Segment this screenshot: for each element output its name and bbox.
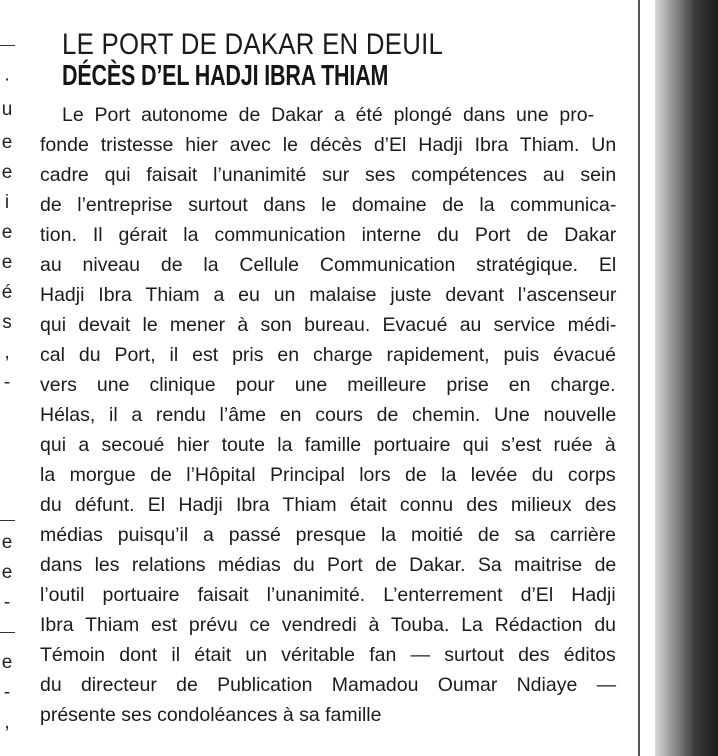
- adjacent-column-letter: e: [1, 162, 13, 183]
- adjacent-column-letter: ,: [4, 342, 10, 363]
- body-line: du défunt. El Hadji Ibra Thiam était connu des milieux des: [40, 494, 617, 516]
- body-line: du directeur de Publication Mamadou Oumar Ndiaye —: [40, 674, 617, 696]
- body-line: Ibra Thiam est prévu ce vendredi à Touba. La Rédaction du: [40, 614, 617, 636]
- body-line: cal du Port, il est pris en charge rapidement, puis évacué: [40, 344, 617, 366]
- adjacent-column-letter: ,: [4, 712, 10, 733]
- column-rule: [0, 45, 15, 46]
- column-rule: [0, 632, 15, 633]
- body-line: qui a secoué hier toute la famille portuaire qui s’est ruée à: [40, 434, 616, 456]
- body-line: qui devait le mener à son bureau. Evacué au service médi-: [40, 314, 617, 336]
- adjacent-column-letter: u: [1, 99, 13, 120]
- adjacent-column-fragment: [0, 0, 26, 756]
- adjacent-column-letter: e: [1, 532, 13, 553]
- article-headline: DÉCÈS D’EL HADJI IBRA THIAM: [62, 60, 389, 92]
- body-line: Le Port autonome de Dakar a été plongé dans une pro-: [62, 104, 595, 126]
- body-line: l’outil portuaire faisait l’unanimité. L’enterrement d’El Hadji: [40, 584, 616, 606]
- body-line: de l’entreprise surtout dans le domaine de la communica-: [40, 194, 617, 216]
- body-line: médias puisqu’il a passé presque la moitié de sa carrière: [40, 524, 617, 546]
- adjacent-column-letter: s: [2, 312, 12, 333]
- adjacent-column-dot: ·: [3, 69, 11, 90]
- body-line: cadre qui faisait l’unanimité sur ses compétences au sein: [40, 164, 617, 186]
- body-line: la morgue de l’Hôpital Principal lors de la levée du corps: [40, 464, 616, 486]
- body-line: Hélas, il a rendu l’âme en cours de chemin. Une nouvelle: [40, 404, 617, 426]
- body-line: fonde tristesse hier avec le décès d’El Hadji Ibra Thiam. Un: [40, 134, 617, 156]
- body-line: au niveau de la Cellule Communication stratégique. El: [40, 254, 617, 276]
- adjacent-column-letter: e: [1, 222, 13, 243]
- column-rule: [0, 520, 15, 521]
- article-body: [40, 100, 618, 730]
- adjacent-column-letter: -: [3, 682, 11, 703]
- adjacent-column-letter: i: [4, 192, 10, 213]
- body-line: vers une clinique pour une meilleure prise en charge.: [40, 374, 616, 396]
- column-divider: [638, 0, 640, 756]
- body-line: tion. Il gérait la communication interne du Port de Dakar: [40, 224, 617, 246]
- adjacent-column-letter: -: [3, 372, 11, 393]
- adjacent-column-letter: e: [1, 132, 13, 153]
- adjacent-column-letter: e: [1, 652, 13, 673]
- adjacent-column-letter: é: [1, 282, 13, 303]
- body-line: présente ses condoléances à sa famille: [40, 704, 382, 726]
- adjacent-column-letter: -: [3, 592, 11, 613]
- adjacent-column-letter: e: [1, 562, 13, 583]
- body-line: Témoin dont il était un véritable fan — surtout des éditos: [40, 644, 616, 666]
- page-edge-shadow: [655, 0, 718, 756]
- body-line: dans les relations médias du Port de Dakar. Sa maitrise de: [40, 554, 617, 576]
- adjacent-column-letter: e: [1, 252, 13, 273]
- article-kicker: LE PORT DE DAKAR EN DEUIL: [62, 28, 444, 61]
- body-line: Hadji Ibra Thiam a eu un malaise juste devant l’ascenseur: [40, 284, 617, 306]
